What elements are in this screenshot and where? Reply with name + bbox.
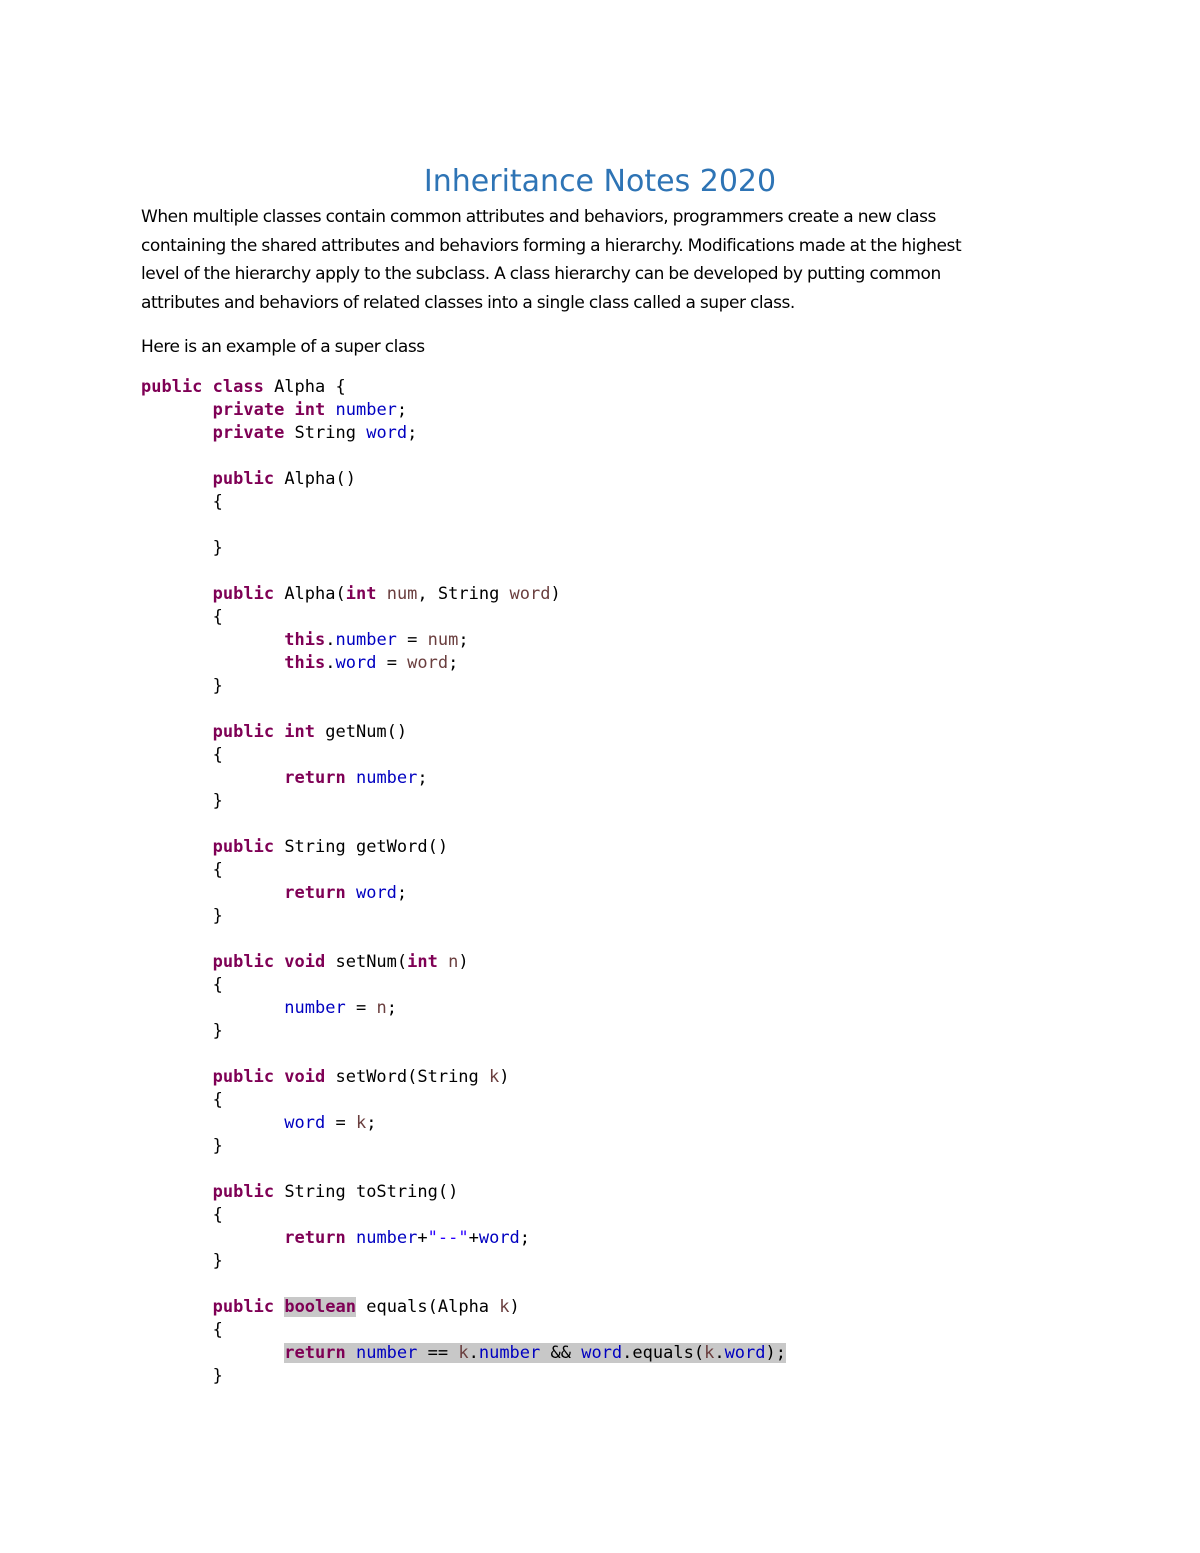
code-token: return (284, 883, 346, 903)
code-line (141, 836, 786, 859)
code-token: + (417, 1228, 428, 1248)
code-token: == (417, 1343, 459, 1363)
code-token: . (714, 1343, 725, 1363)
code-token (141, 653, 284, 673)
code-token: number (355, 1228, 418, 1248)
code-token: num (427, 630, 459, 650)
code-token: { (141, 975, 223, 995)
code-token: Alpha( (274, 584, 346, 604)
code-token: word (509, 584, 551, 604)
code-token: "--" (427, 1228, 469, 1248)
intro-paragraph (141, 203, 1061, 317)
code-token: boolean (284, 1297, 356, 1317)
code-token: .equals( (622, 1343, 705, 1363)
code-token: n (376, 998, 387, 1018)
code-line (141, 859, 786, 882)
code-line (141, 445, 786, 468)
code-token: { (141, 1090, 223, 1110)
code-token: . (325, 653, 336, 673)
code-token (438, 952, 448, 972)
code-token: ) (509, 1297, 520, 1317)
code-token: return (284, 1343, 346, 1363)
code-token: } (141, 906, 223, 926)
code-token: n (448, 952, 459, 972)
code-token: } (141, 676, 223, 696)
code-token (376, 584, 386, 604)
code-token: setNum( (325, 952, 408, 972)
code-token (141, 423, 213, 443)
code-line (141, 583, 786, 606)
code-token: = (376, 653, 408, 673)
code-token: word (581, 1343, 623, 1363)
code-token: word (724, 1343, 766, 1363)
code-token (141, 998, 284, 1018)
code-token: ) (550, 584, 561, 604)
code-token (141, 722, 213, 742)
code-line (141, 790, 786, 813)
code-token (346, 1228, 356, 1248)
code-token: { (141, 745, 223, 765)
code-token: + (468, 1228, 479, 1248)
code-token: } (141, 1021, 223, 1041)
code-token: word (366, 423, 408, 443)
code-line (141, 514, 786, 537)
code-token: int (345, 584, 377, 604)
code-token (346, 768, 356, 788)
code-token: return (284, 768, 346, 788)
code-token (141, 1297, 213, 1317)
code-token (141, 837, 213, 857)
code-line (141, 905, 786, 928)
code-line (141, 974, 786, 997)
code-token: word (478, 1228, 520, 1248)
code-token: number (355, 1343, 418, 1363)
code-token: ) (458, 952, 469, 972)
code-token: number (335, 630, 397, 650)
code-token (141, 630, 284, 650)
code-token: private (212, 423, 285, 443)
code-token: ; (458, 630, 469, 650)
code-token: ; (396, 883, 408, 903)
code-token: String (284, 423, 367, 443)
code-token: . (468, 1343, 479, 1363)
code-token: getNum() (315, 722, 408, 742)
example-label: Here is an example of a super class (141, 337, 425, 357)
code-token: } (141, 1251, 223, 1271)
code-token: word (284, 1113, 326, 1133)
code-token: ; (519, 1228, 531, 1248)
document-title: Inheritance Notes 2020 (423, 164, 777, 199)
code-token (141, 584, 213, 604)
code-token: = (396, 630, 428, 650)
code-token (141, 469, 213, 489)
intro-line: containing the shared attributes and behaviors forming a hierarchy. Modifications made at the highest (141, 235, 962, 256)
code-token: ; (366, 1113, 377, 1133)
code-token: public int (212, 722, 316, 742)
code-line (141, 399, 786, 422)
code-token: } (141, 791, 223, 811)
code-token: } (141, 1136, 223, 1156)
code-line (141, 882, 786, 905)
intro-line: level of the hierarchy apply to the subclass. A class hierarchy can be developed by putting common (141, 264, 941, 285)
code-token: ; (448, 653, 459, 673)
code-line (141, 652, 786, 675)
code-token: { (141, 860, 223, 880)
code-token (141, 1067, 213, 1087)
code-token: . (325, 630, 336, 650)
code-line (141, 1158, 786, 1181)
code-token: k (458, 1343, 469, 1363)
code-token: { (141, 607, 223, 627)
intro-line: attributes and behaviors of related classes into a single class called a super class. (141, 292, 795, 313)
code-token: setWord(String (325, 1067, 490, 1087)
code-token: this (284, 630, 326, 650)
code-block (141, 376, 786, 1388)
code-token: public (212, 584, 275, 604)
code-token: = (345, 998, 377, 1018)
code-token (141, 1182, 213, 1202)
code-line (141, 813, 786, 836)
code-line (141, 698, 786, 721)
code-line (141, 1181, 786, 1204)
code-token: k (499, 1297, 510, 1317)
code-token: k (704, 1343, 715, 1363)
code-token: private int (212, 400, 326, 420)
code-line (141, 537, 786, 560)
code-token (346, 883, 356, 903)
code-token (141, 400, 213, 420)
code-token: ; (396, 400, 408, 420)
code-token: } (141, 538, 223, 558)
code-line (141, 1342, 786, 1365)
code-line (141, 376, 786, 399)
code-line (141, 721, 786, 744)
code-token (325, 400, 335, 420)
code-token: = (325, 1113, 356, 1133)
code-token: number (355, 768, 418, 788)
code-token: k (489, 1067, 500, 1087)
code-line (141, 491, 786, 514)
code-token: equals(Alpha (355, 1297, 500, 1317)
code-token: return (284, 1228, 346, 1248)
code-token: ; (386, 998, 397, 1018)
code-line (141, 1020, 786, 1043)
code-token: ); (765, 1343, 786, 1363)
code-token: public class (141, 377, 264, 397)
code-line (141, 1066, 786, 1089)
code-line (141, 1089, 786, 1112)
code-line (141, 997, 786, 1020)
code-token: public (212, 469, 275, 489)
code-token: public void (212, 952, 326, 972)
code-line (141, 928, 786, 951)
code-token: { (141, 1205, 223, 1225)
code-line (141, 560, 786, 583)
code-token: k (355, 1113, 367, 1133)
code-token (141, 1113, 284, 1133)
code-token: this (284, 653, 326, 673)
code-token: ; (407, 423, 418, 443)
code-token: String toString() (274, 1182, 459, 1202)
code-token: { (141, 492, 223, 512)
code-line (141, 1227, 786, 1250)
code-token: , String (417, 584, 510, 604)
code-token: String getWord() (274, 837, 449, 857)
code-token: public void (212, 1067, 326, 1087)
code-token (274, 1297, 284, 1317)
code-token: Alpha { (263, 377, 346, 397)
code-token (141, 952, 213, 972)
code-token: { (141, 1320, 223, 1340)
intro-line: When multiple classes contain common attributes and behaviors, programmers create a new class (141, 207, 936, 227)
code-token: public (212, 837, 275, 857)
code-line (141, 744, 786, 767)
code-token: word (335, 653, 377, 673)
code-token: word (355, 883, 397, 903)
code-line (141, 1296, 786, 1319)
code-token: int (407, 952, 438, 972)
code-line (141, 1273, 786, 1296)
code-line (141, 1204, 786, 1227)
code-token: public (212, 1297, 275, 1317)
code-token: ) (499, 1067, 510, 1087)
code-token: } (141, 1366, 223, 1386)
code-line (141, 606, 786, 629)
code-token: number (335, 400, 397, 420)
code-token: Alpha() (274, 469, 356, 489)
code-line (141, 1319, 786, 1342)
code-line (141, 1135, 786, 1158)
code-token: word (407, 653, 449, 673)
code-token: ; (417, 768, 428, 788)
code-token (346, 1343, 356, 1363)
code-token: num (386, 584, 418, 604)
code-token: public (212, 1182, 275, 1202)
code-token (141, 768, 284, 788)
code-token (141, 883, 284, 903)
code-line (141, 1365, 786, 1388)
code-token (141, 1343, 284, 1363)
code-line (141, 629, 786, 652)
code-token: number (284, 998, 346, 1018)
code-token (141, 1228, 284, 1248)
code-line (141, 1250, 786, 1273)
code-token: && (540, 1343, 582, 1363)
code-line (141, 1112, 786, 1135)
code-line (141, 767, 786, 790)
code-line (141, 468, 786, 491)
code-line (141, 422, 786, 445)
code-token: number (478, 1343, 541, 1363)
code-line (141, 675, 786, 698)
code-line (141, 1043, 786, 1066)
code-line (141, 951, 786, 974)
